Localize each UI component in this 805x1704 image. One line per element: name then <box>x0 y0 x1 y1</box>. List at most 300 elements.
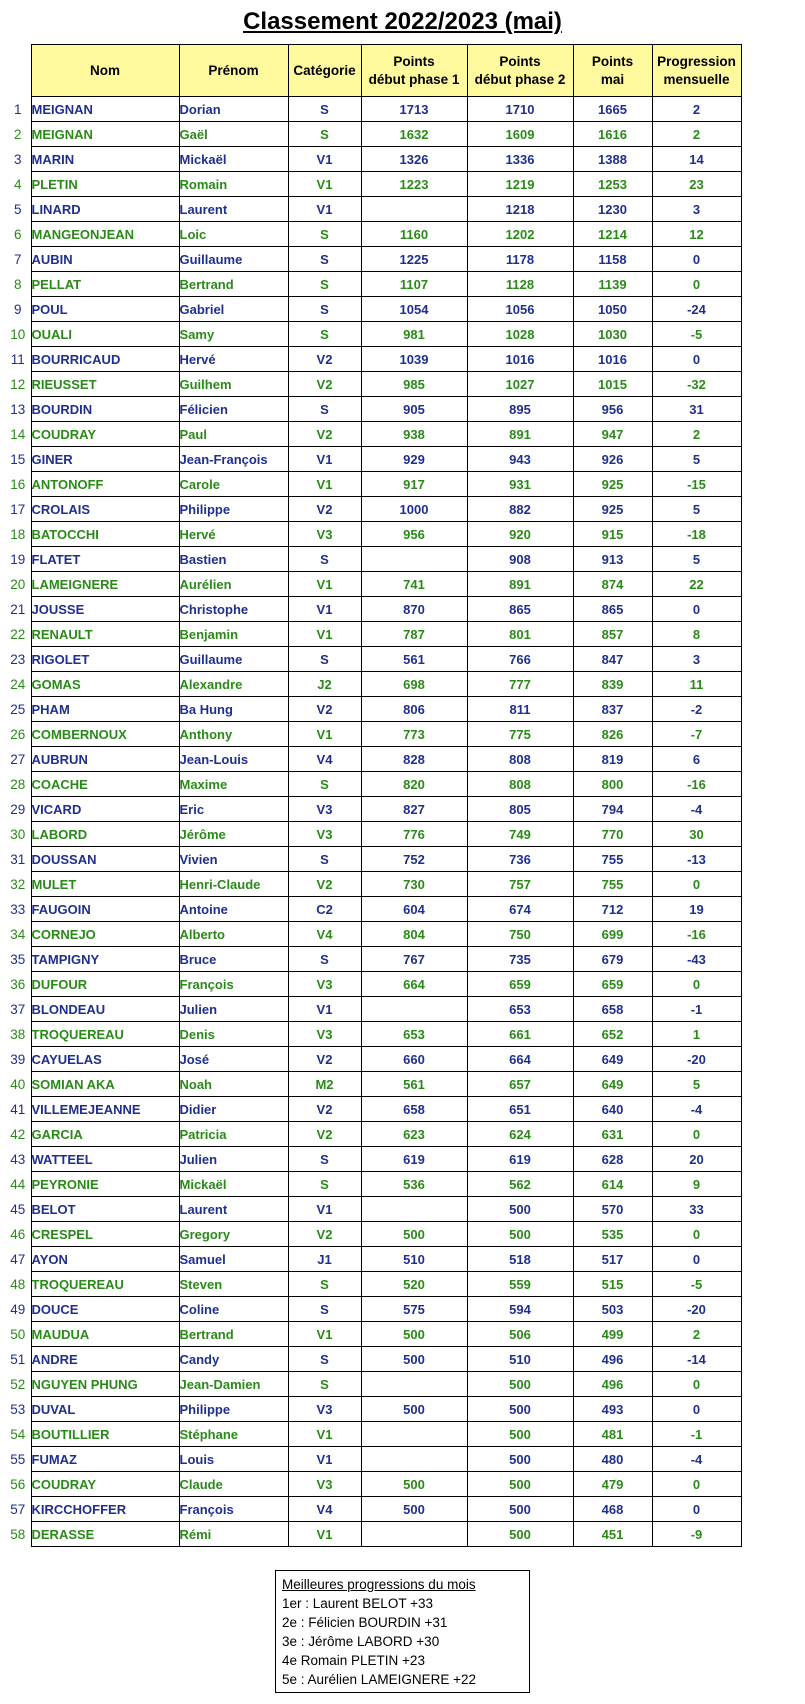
points-mai-cell: 652 <box>573 1022 652 1047</box>
points-phase1-cell: 741 <box>361 572 467 597</box>
table-row <box>5 147 741 172</box>
points-phase2-cell: 777 <box>467 672 573 697</box>
category-cell: S <box>288 1272 361 1297</box>
progression-cell: 3 <box>652 197 741 222</box>
table-row <box>5 522 741 547</box>
last-name-cell: FAUGOIN <box>31 897 179 922</box>
points-phase2-cell: 749 <box>467 822 573 847</box>
points-mai-cell: 837 <box>573 697 652 722</box>
rank-number: 28 <box>10 776 26 792</box>
progression-cell: -4 <box>652 1097 741 1122</box>
rank-number: 43 <box>10 1151 26 1167</box>
table-row <box>5 322 741 347</box>
points-phase1-cell: 604 <box>361 897 467 922</box>
last-name-cell: MANGEONJEAN <box>31 222 179 247</box>
points-phase2-cell: 674 <box>467 897 573 922</box>
progression-cell: -14 <box>652 1347 741 1372</box>
points-phase1-cell: 1225 <box>361 247 467 272</box>
table-row <box>5 772 741 797</box>
points-phase2-cell: 775 <box>467 722 573 747</box>
points-mai-cell: 800 <box>573 772 652 797</box>
points-phase2-cell: 1178 <box>467 247 573 272</box>
points-phase1-cell: 956 <box>361 522 467 547</box>
rank-number: 9 <box>13 301 22 317</box>
first-name-cell: Hervé <box>179 522 288 547</box>
points-phase1-cell <box>361 1522 467 1547</box>
rank-number: 49 <box>10 1301 26 1317</box>
points-mai-cell: 631 <box>573 1122 652 1147</box>
rank-number: 26 <box>10 726 26 742</box>
progression-cell: -13 <box>652 847 741 872</box>
rank-number: 44 <box>10 1176 26 1192</box>
points-phase1-cell: 660 <box>361 1047 467 1072</box>
points-phase2-cell: 920 <box>467 522 573 547</box>
progression-cell: 30 <box>652 822 741 847</box>
progression-cell: 2 <box>652 422 741 447</box>
rank-number: 48 <box>10 1276 26 1292</box>
rank-number: 46 <box>10 1226 26 1242</box>
last-name-cell: AUBRUN <box>31 747 179 772</box>
table-row <box>5 1272 741 1297</box>
rank-number: 33 <box>10 901 26 917</box>
points-phase2-cell: 518 <box>467 1247 573 1272</box>
table-row <box>5 1447 741 1472</box>
table-row <box>5 972 741 997</box>
points-mai-cell: 1665 <box>573 97 652 122</box>
category-cell: S <box>288 397 361 422</box>
points-phase1-cell: 520 <box>361 1272 467 1297</box>
points-phase1-cell: 1160 <box>361 222 467 247</box>
first-name-cell: Noah <box>179 1072 288 1097</box>
rank-number: 31 <box>10 851 26 867</box>
last-name-cell: MAUDUA <box>31 1322 179 1347</box>
last-name-cell: RENAULT <box>31 622 179 647</box>
progression-cell: 5 <box>652 547 741 572</box>
points-mai-cell: 679 <box>573 947 652 972</box>
last-name-cell: COUDRAY <box>31 1472 179 1497</box>
first-name-cell: Benjamin <box>179 622 288 647</box>
rank-number: 29 <box>10 801 26 817</box>
points-phase1-cell: 787 <box>361 622 467 647</box>
last-name-cell: COACHE <box>31 772 179 797</box>
points-mai-cell: 468 <box>573 1497 652 1522</box>
category-cell: V1 <box>288 172 361 197</box>
points-mai-cell: 1230 <box>573 197 652 222</box>
points-mai-cell: 1253 <box>573 172 652 197</box>
first-name-cell: Alexandre <box>179 672 288 697</box>
first-name-cell: Paul <box>179 422 288 447</box>
category-cell: S <box>288 1147 361 1172</box>
progression-cell: 6 <box>652 747 741 772</box>
table-row <box>5 1322 741 1347</box>
progression-cell: 19 <box>652 897 741 922</box>
first-name-cell: Bastien <box>179 547 288 572</box>
first-name-cell: Romain <box>179 172 288 197</box>
last-name-cell: TROQUEREAU <box>31 1272 179 1297</box>
points-phase1-cell: 623 <box>361 1122 467 1147</box>
first-name-cell: Bertrand <box>179 272 288 297</box>
points-mai-cell: 794 <box>573 797 652 822</box>
table-row <box>5 97 741 122</box>
points-mai-cell: 913 <box>573 547 652 572</box>
table-row <box>5 897 741 922</box>
table-row <box>5 447 741 472</box>
progression-cell: -1 <box>652 1422 741 1447</box>
first-name-cell: Mickaël <box>179 147 288 172</box>
last-name-cell: MEIGNAN <box>31 122 179 147</box>
category-cell: V1 <box>288 447 361 472</box>
first-name-cell: Félicien <box>179 397 288 422</box>
points-phase2-cell: 1128 <box>467 272 573 297</box>
category-cell: V2 <box>288 347 361 372</box>
rank-number: 8 <box>13 276 22 292</box>
points-phase1-cell: 653 <box>361 1022 467 1047</box>
table-row <box>5 1047 741 1072</box>
table-row <box>5 847 741 872</box>
points-phase2-cell: 1609 <box>467 122 573 147</box>
points-phase1-cell: 561 <box>361 647 467 672</box>
table-row <box>5 747 741 772</box>
table-row <box>5 122 741 147</box>
points-mai-cell: 699 <box>573 922 652 947</box>
category-cell: V3 <box>288 972 361 997</box>
rank-number: 37 <box>10 1001 26 1017</box>
points-mai-cell: 535 <box>573 1222 652 1247</box>
first-name-cell: Philippe <box>179 1397 288 1422</box>
best-line-4: 4e Romain PLETIN +23 <box>282 1653 425 1668</box>
category-cell: V2 <box>288 422 361 447</box>
points-phase1-cell <box>361 1372 467 1397</box>
category-cell: V3 <box>288 522 361 547</box>
category-cell: V1 <box>288 472 361 497</box>
progression-cell: 5 <box>652 497 741 522</box>
rank-number: 17 <box>10 501 26 517</box>
rank-number: 22 <box>10 626 26 642</box>
points-phase2-cell: 1218 <box>467 197 573 222</box>
first-name-cell: Jean-Louis <box>179 747 288 772</box>
points-phase1-cell: 510 <box>361 1247 467 1272</box>
rank-number: 20 <box>10 576 26 592</box>
points-mai-cell: 658 <box>573 997 652 1022</box>
points-mai-cell: 479 <box>573 1472 652 1497</box>
first-name-cell: Guilhem <box>179 372 288 397</box>
points-mai-cell: 493 <box>573 1397 652 1422</box>
points-phase1-cell: 1039 <box>361 347 467 372</box>
progression-cell: -9 <box>652 1522 741 1547</box>
first-name-cell: Patricia <box>179 1122 288 1147</box>
points-mai-cell: 451 <box>573 1522 652 1547</box>
progression-cell: -4 <box>652 797 741 822</box>
points-phase1-cell: 575 <box>361 1297 467 1322</box>
header-prenom: Prénom <box>179 45 288 97</box>
first-name-cell: José <box>179 1047 288 1072</box>
last-name-cell: WATTEEL <box>31 1147 179 1172</box>
points-mai-cell: 1030 <box>573 322 652 347</box>
ranking-table <box>5 44 742 1547</box>
points-phase2-cell: 895 <box>467 397 573 422</box>
points-phase1-cell <box>361 547 467 572</box>
rank-number: 56 <box>10 1476 26 1492</box>
first-name-cell: Jean-François <box>179 447 288 472</box>
points-phase1-cell: 698 <box>361 672 467 697</box>
points-phase2-cell: 1202 <box>467 222 573 247</box>
points-phase1-cell: 820 <box>361 772 467 797</box>
progression-cell: 5 <box>652 1072 741 1097</box>
last-name-cell: AYON <box>31 1247 179 1272</box>
first-name-cell: Vivien <box>179 847 288 872</box>
points-phase1-cell: 658 <box>361 1097 467 1122</box>
points-mai-cell: 857 <box>573 622 652 647</box>
category-cell: S <box>288 297 361 322</box>
first-name-cell: Dorian <box>179 97 288 122</box>
rank-number: 47 <box>10 1251 26 1267</box>
rank-number: 52 <box>10 1376 26 1392</box>
progression-cell: 22 <box>652 572 741 597</box>
last-name-cell: DUVAL <box>31 1397 179 1422</box>
points-phase1-cell: 981 <box>361 322 467 347</box>
category-cell: V3 <box>288 822 361 847</box>
last-name-cell: FLATET <box>31 547 179 572</box>
header-row <box>5 45 741 97</box>
first-name-cell: Aurélien <box>179 572 288 597</box>
category-cell: V4 <box>288 747 361 772</box>
points-mai-cell: 712 <box>573 897 652 922</box>
progression-cell: -2 <box>652 697 741 722</box>
first-name-cell: Maxime <box>179 772 288 797</box>
points-mai-cell: 1388 <box>573 147 652 172</box>
points-mai-cell: 1015 <box>573 372 652 397</box>
category-cell: V3 <box>288 797 361 822</box>
points-mai-cell: 947 <box>573 422 652 447</box>
first-name-cell: Louis <box>179 1447 288 1472</box>
progression-cell: 0 <box>652 1247 741 1272</box>
rank-number: 53 <box>10 1401 26 1417</box>
table-row <box>5 1072 741 1097</box>
table-row <box>5 922 741 947</box>
rank-number: 1 <box>13 101 22 117</box>
progression-cell: -5 <box>652 322 741 347</box>
table-row <box>5 272 741 297</box>
category-cell: V2 <box>288 872 361 897</box>
last-name-cell: ANTONOFF <box>31 472 179 497</box>
best-line-1: 1er : Laurent BELOT +33 <box>282 1596 433 1611</box>
progression-cell: 31 <box>652 397 741 422</box>
points-phase2-cell: 664 <box>467 1047 573 1072</box>
table-row <box>5 1372 741 1397</box>
last-name-cell: RIEUSSET <box>31 372 179 397</box>
points-mai-cell: 570 <box>573 1197 652 1222</box>
first-name-cell: Christophe <box>179 597 288 622</box>
points-mai-cell: 640 <box>573 1097 652 1122</box>
last-name-cell: CAYUELAS <box>31 1047 179 1072</box>
progression-cell: 2 <box>652 122 741 147</box>
table-row <box>5 597 741 622</box>
last-name-cell: LAMEIGNERE <box>31 572 179 597</box>
points-phase1-cell: 917 <box>361 472 467 497</box>
rank-number: 11 <box>10 351 25 367</box>
category-cell: V4 <box>288 922 361 947</box>
table-row <box>5 372 741 397</box>
last-name-cell: SOMIAN AKA <box>31 1072 179 1097</box>
first-name-cell: Candy <box>179 1347 288 1372</box>
table-row <box>5 1222 741 1247</box>
category-cell: S <box>288 222 361 247</box>
first-name-cell: Antoine <box>179 897 288 922</box>
points-mai-cell: 503 <box>573 1297 652 1322</box>
points-mai-cell: 1158 <box>573 247 652 272</box>
progression-cell: -18 <box>652 522 741 547</box>
first-name-cell: Henri-Claude <box>179 872 288 897</box>
points-phase2-cell: 500 <box>467 1422 573 1447</box>
last-name-cell: MEIGNAN <box>31 97 179 122</box>
points-phase2-cell: 736 <box>467 847 573 872</box>
table-row <box>5 672 741 697</box>
table-row <box>5 997 741 1022</box>
last-name-cell: ANDRE <box>31 1347 179 1372</box>
progression-cell: 0 <box>652 1222 741 1247</box>
progression-cell: -1 <box>652 997 741 1022</box>
points-phase2-cell: 510 <box>467 1347 573 1372</box>
rank-number: 36 <box>10 976 26 992</box>
table-row <box>5 1347 741 1372</box>
first-name-cell: Gaël <box>179 122 288 147</box>
points-mai-cell: 925 <box>573 472 652 497</box>
rank-number: 14 <box>10 426 26 442</box>
progression-cell: -20 <box>652 1297 741 1322</box>
last-name-cell: DUFOUR <box>31 972 179 997</box>
table-row <box>5 822 741 847</box>
category-cell: V1 <box>288 997 361 1022</box>
first-name-cell: Samy <box>179 322 288 347</box>
rank-number: 21 <box>10 601 26 617</box>
points-phase2-cell: 865 <box>467 597 573 622</box>
last-name-cell: DOUCE <box>31 1297 179 1322</box>
category-cell: S <box>288 647 361 672</box>
category-cell: S <box>288 122 361 147</box>
first-name-cell: Anthony <box>179 722 288 747</box>
last-name-cell: VICARD <box>31 797 179 822</box>
category-cell: V1 <box>288 1322 361 1347</box>
last-name-cell: BATOCCHI <box>31 522 179 547</box>
table-row <box>5 1522 741 1547</box>
points-phase2-cell: 500 <box>467 1497 573 1522</box>
progression-cell: -15 <box>652 472 741 497</box>
last-name-cell: MULET <box>31 872 179 897</box>
last-name-cell: BELOT <box>31 1197 179 1222</box>
points-phase2-cell: 808 <box>467 747 573 772</box>
category-cell: S <box>288 97 361 122</box>
points-phase2-cell: 653 <box>467 997 573 1022</box>
rank-number: 30 <box>10 826 26 842</box>
table-row <box>5 572 741 597</box>
page-title: Classement 2022/2023 (mai) <box>243 8 562 35</box>
points-phase2-cell: 657 <box>467 1072 573 1097</box>
first-name-cell: Laurent <box>179 197 288 222</box>
category-cell: J1 <box>288 1247 361 1272</box>
last-name-cell: TROQUEREAU <box>31 1022 179 1047</box>
progression-cell: 23 <box>652 172 741 197</box>
points-phase1-cell: 828 <box>361 747 467 772</box>
category-cell: V2 <box>288 1097 361 1122</box>
progression-cell: -43 <box>652 947 741 972</box>
table-row <box>5 1147 741 1172</box>
points-phase2-cell: 506 <box>467 1322 573 1347</box>
progression-cell: -16 <box>652 772 741 797</box>
points-phase1-cell: 500 <box>361 1472 467 1497</box>
points-phase2-cell: 624 <box>467 1122 573 1147</box>
progression-cell: 12 <box>652 222 741 247</box>
points-mai-cell: 865 <box>573 597 652 622</box>
points-phase1-cell: 1107 <box>361 272 467 297</box>
table-row <box>5 497 741 522</box>
category-cell: V2 <box>288 697 361 722</box>
rank-number: 12 <box>10 376 26 392</box>
points-phase1-cell: 804 <box>361 922 467 947</box>
points-phase1-cell: 536 <box>361 1172 467 1197</box>
table-row <box>5 222 741 247</box>
progression-cell: 0 <box>652 872 741 897</box>
progression-cell: 0 <box>652 1372 741 1397</box>
first-name-cell: Julien <box>179 997 288 1022</box>
points-phase1-cell <box>361 1447 467 1472</box>
points-mai-cell: 515 <box>573 1272 652 1297</box>
last-name-cell: PLETIN <box>31 172 179 197</box>
first-name-cell: Julien <box>179 1147 288 1172</box>
points-phase2-cell: 619 <box>467 1147 573 1172</box>
rank-number: 57 <box>10 1501 26 1517</box>
category-cell: M2 <box>288 1072 361 1097</box>
progression-cell: 1 <box>652 1022 741 1047</box>
last-name-cell: PHAM <box>31 697 179 722</box>
first-name-cell: Carole <box>179 472 288 497</box>
header-points-mai: Points mai <box>573 45 652 97</box>
points-phase1-cell: 1632 <box>361 122 467 147</box>
category-cell: V1 <box>288 597 361 622</box>
points-phase1-cell: 500 <box>361 1322 467 1347</box>
table-row <box>5 1197 741 1222</box>
first-name-cell: Stéphane <box>179 1422 288 1447</box>
table-row <box>5 947 741 972</box>
first-name-cell: Samuel <box>179 1247 288 1272</box>
progression-cell: 0 <box>652 597 741 622</box>
progression-cell: -20 <box>652 1047 741 1072</box>
category-cell: V2 <box>288 1047 361 1072</box>
points-phase2-cell: 594 <box>467 1297 573 1322</box>
first-name-cell: Rémi <box>179 1522 288 1547</box>
category-cell: C2 <box>288 897 361 922</box>
last-name-cell: VILLEMEJEANNE <box>31 1097 179 1122</box>
last-name-cell: BLONDEAU <box>31 997 179 1022</box>
points-phase2-cell: 659 <box>467 972 573 997</box>
points-mai-cell: 649 <box>573 1047 652 1072</box>
rank-number: 34 <box>10 926 26 942</box>
points-phase1-cell: 619 <box>361 1147 467 1172</box>
best-line-5: 5e : Aurélien LAMEIGNERE +22 <box>282 1672 476 1687</box>
last-name-cell: POUL <box>31 297 179 322</box>
rank-number: 13 <box>10 401 26 417</box>
points-mai-cell: 819 <box>573 747 652 772</box>
first-name-cell: Didier <box>179 1097 288 1122</box>
points-phase2-cell: 500 <box>467 1522 573 1547</box>
progression-cell: 2 <box>652 97 741 122</box>
table-row <box>5 622 741 647</box>
first-name-cell: Coline <box>179 1297 288 1322</box>
points-mai-cell: 925 <box>573 497 652 522</box>
points-phase2-cell: 661 <box>467 1022 573 1047</box>
points-mai-cell: 755 <box>573 847 652 872</box>
rank-number: 54 <box>10 1426 26 1442</box>
last-name-cell: GINER <box>31 447 179 472</box>
